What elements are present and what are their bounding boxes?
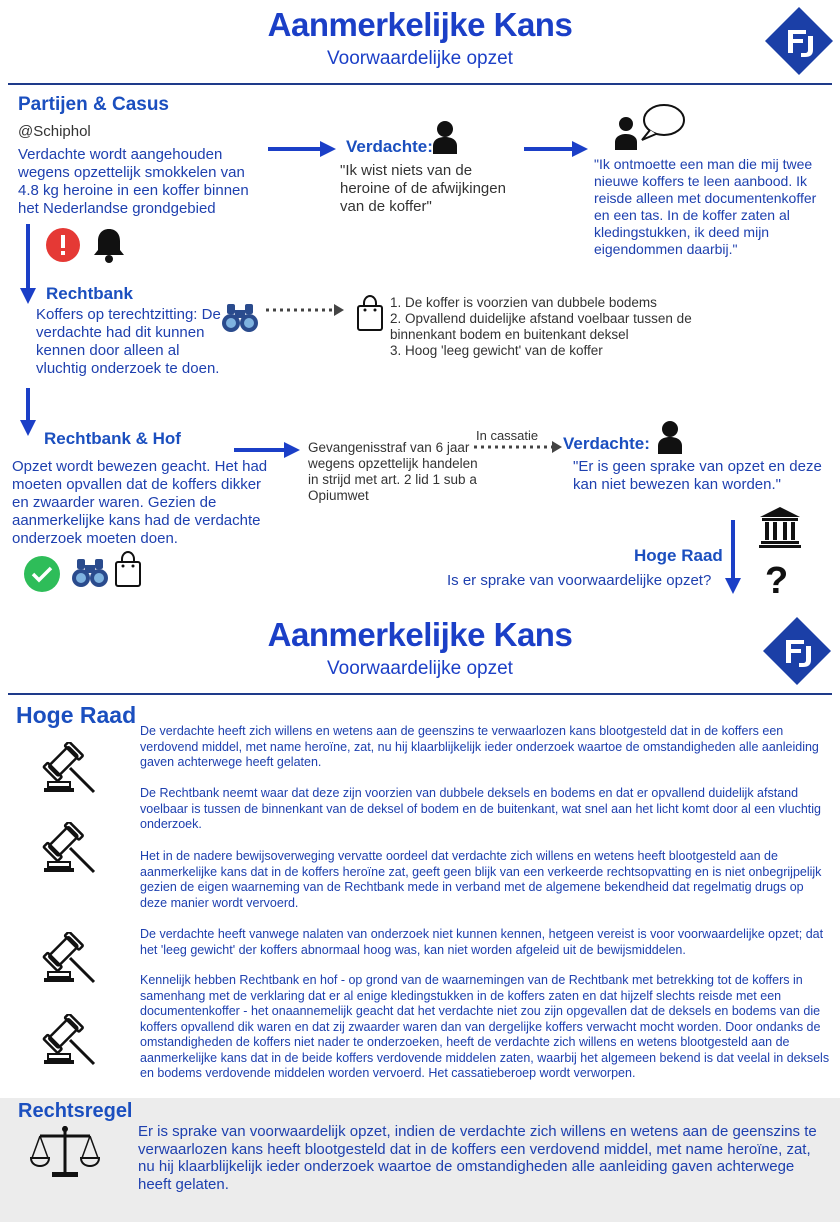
verdachte1-quote: "Ik wist niets van de heroine of de afwijkingen van de koffer" (340, 162, 506, 215)
gavel-icon (40, 822, 100, 878)
hogeraad-paragraph: De Rechtbank neemt waar dat deze zijn voorzien van dubbele deksels en bodems en dat er opvallend duidelijk afstand voelbaar is tussen de binnenkant van de deksel of bodem en de buitenkant, wat snel aan het licht komt door al een vluchtig onderzoek. (140, 786, 821, 831)
hof-text: Opzet wordt bewezen geacht. Het had moeten opvallen dat de koffers dikker en zwaarder waren. Gezien de aanmerkelijke kans had de verdachte onderzoek moeten doen. (12, 458, 268, 547)
dotted-arrow-icon (266, 303, 346, 317)
arrow-down-icon (18, 388, 38, 438)
verdachte3-quote: "Er is geen sprake van opzet en deze kan niet bewezen kan worden." (573, 458, 822, 493)
rechtsregel-text: Er is sprake van voorwaardelijk opzet, indien de verdachte zich willens en wetens aan de geenszins te verwaarlozen kans heeft blootgesteld dat in de koffers een verdovend middel, met name heroïne, zat, nu hij klaarblijkelijk ieder onderzoek waartoe de omstandigheden alle aanleiding gaven achterwege heeft gelaten. (138, 1123, 817, 1193)
bag-icon (114, 550, 142, 588)
cassatie-label: In cassatie (476, 428, 539, 443)
rechtbank-heading: Rechtbank (46, 284, 133, 303)
hof-heading: Rechtbank & Hof (44, 429, 181, 448)
hogeraad-paragraph: Kennelijk hebben Rechtbank en hof - op grond van de waarnemingen van de Rechtbank met betrekking tot de koffers in samenhang met de verklaring dat er al enige kledingstukken in de koffers zaten en dat hijzelf slechts reisde met een documentenkoffer - het onaannemelijk geacht dat het verdachte niet zou zijn opgevallen dat de deksels en bodems van die koffers opvallend dik waren en dat zij zwaarder waren dan van dergelijke koffers verwacht mocht worden. Door ondanks de omstandigheden de koffers niet nader te onderzoeken, heeft de verdachte zich willens en wetens blootgesteld aan de aanmerkelijke kans dat in de beide koffers verdovende middelen zaten, waarbij het algemeen bekend is dat veelal in deksels en bodems verdovende middelen worden vervoerd. Het cassatieberoep wordt verworpen. (140, 973, 830, 1080)
alert-icon (46, 228, 80, 262)
court-building-icon (758, 505, 802, 549)
person-icon (657, 420, 683, 454)
section2-title: Aanmerkelijke Kans (267, 616, 573, 653)
header-divider (8, 83, 832, 85)
dotted-arrow-icon (474, 440, 564, 454)
hogeraad-top-heading: Hoge Raad (634, 546, 723, 565)
logo-icon (764, 6, 834, 76)
section2-subtitle: Voorwaardelijke opzet (327, 658, 513, 679)
person-icon (432, 120, 458, 154)
verdachte3-label: Verdachte: (563, 434, 650, 453)
question-mark-icon: ? (765, 560, 789, 602)
page-title: Aanmerkelijke Kans (267, 6, 573, 43)
binoculars-icon (72, 557, 108, 589)
finding-item: 3. Hoog 'leeg gewicht' van de koffer (390, 343, 603, 358)
hogeraad-paragraph: De verdachte heeft vanwege nalaten van onderzoek niet kunnen kennen, hetgeen vereist is voor voorwaardelijke opzet; dat het 'leeg gewicht' der koffers abnormaal hoog was, kan niet worden afgeleid uit de bewijsmiddelen. (140, 927, 824, 957)
bell-icon (92, 226, 126, 264)
gavel-icon (40, 932, 100, 988)
rechtbank-text: Koffers op terechtzitting: De verdachte had dit kunnen kennen door alleen al vluchtig onderzoek te doen. (36, 306, 221, 377)
sentence-text: Gevangenisstraf van 6 jaar wegens opzettelijk handelen in strijd met art. 2 lid 1 sub a Opiumwet (308, 440, 478, 503)
hogeraad-heading: Hoge Raad (16, 702, 137, 728)
hogeraad-paragraph: Het in de nadere bewijsoverweging vervatte oordeel dat verdachte zich willens en wetens heeft blootgesteld aan de aanmerkelijke kans dat in de koffers heroïne zat, geeft geen blijk van een verkeerde rechtsopvatting en is niet onbegrijpelijk gezien de eigen waarneming van de Rechtbank mede in verband met de algemene bekendheid dat regelmatig drugs op deze manier wordt vervoerd. (140, 849, 822, 910)
binoculars-icon (222, 302, 258, 334)
section2-divider (8, 693, 832, 695)
location-label: @Schiphol (18, 123, 91, 140)
hogeraad-paragraph: De verdachte heeft zich willens en wetens aan de geenszins te verwaarlozen kans blootgesteld dat in de koffers een verdovend middel, met name heroïne, zat, nu hij klaarblijkelijk ieder onderzoek waartoe de omstandigheden alle aanleiding gaven achterwege heeft gelaten. (140, 724, 819, 769)
scales-icon (30, 1124, 100, 1180)
arrow-down-icon (18, 224, 38, 306)
person-speech-icon (612, 102, 688, 150)
page-subtitle: Voorwaardelijke opzet (327, 48, 513, 69)
arrow-right-icon (524, 139, 588, 159)
casus-text: Verdachte wordt aangehouden wegens opzettelijk smokkelen van 4.8 kg heroine in een koffer binnen het Nederlandse grondgebied (18, 146, 249, 217)
gavel-icon (40, 1014, 100, 1070)
gavel-icon (40, 742, 100, 798)
finding-item: 1. De koffer is voorzien van dubbele bodems (390, 295, 657, 310)
hogeraad-question: Is er sprake van voorwaardelijke opzet? (447, 572, 712, 589)
partijen-heading: Partijen & Casus (18, 94, 169, 115)
check-icon (24, 556, 60, 592)
logo-icon (762, 616, 832, 686)
arrow-right-icon (268, 139, 336, 159)
rechtsregel-heading: Rechtsregel (18, 1100, 133, 1122)
verdachte2-quote: "Ik ontmoette een man die mij twee nieuwe koffers te leen aanbood. Ik reisde alleen met documentenkoffer en een tas. In de koffer zaten al kledingstukken, ik deed mijn eigendommen daarbij." (594, 156, 817, 257)
arrow-right-icon (234, 440, 300, 460)
verdachte1-label: Verdachte: (346, 137, 433, 156)
findings-list (390, 295, 720, 359)
bag-icon (356, 294, 384, 332)
finding-item: 2. Opvallend duidelijke afstand voelbaar tussen de binnenkant bodem en buitenkant deksel (390, 311, 692, 342)
arrow-down-icon (723, 520, 743, 596)
